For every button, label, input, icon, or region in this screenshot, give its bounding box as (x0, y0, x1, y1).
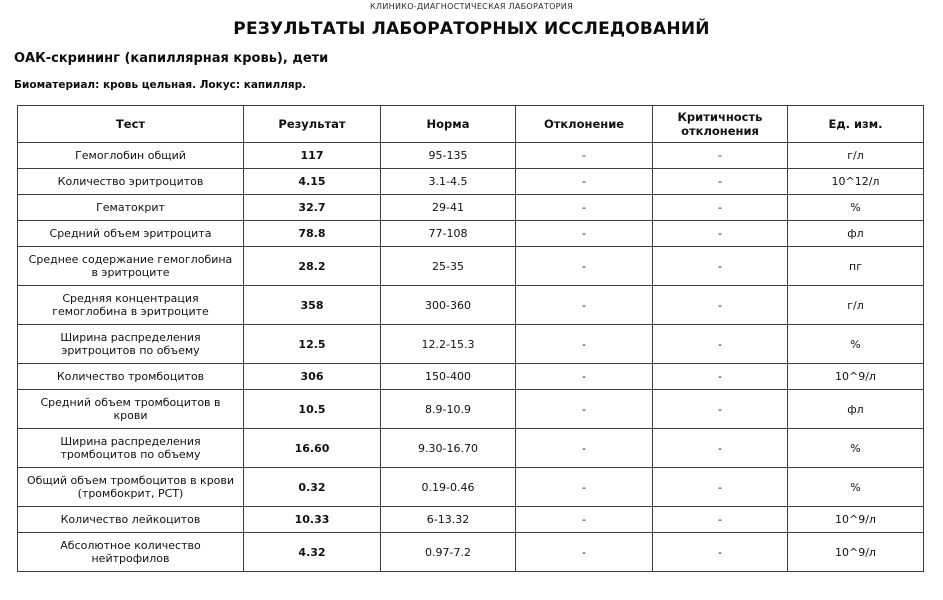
unit-value: 10^9/л (788, 507, 924, 533)
result-value: 10.33 (244, 507, 381, 533)
norm-range: 29-41 (381, 195, 516, 221)
criticality-value: - (653, 390, 788, 429)
norm-range: 300-360 (381, 286, 516, 325)
test-name: Ширина распределения тромбоцитов по объему (18, 429, 244, 468)
page-title: РЕЗУЛЬТАТЫ ЛАБОРАТОРНЫХ ИССЛЕДОВАНИЙ (233, 19, 710, 39)
result-value: 32.7 (244, 195, 381, 221)
unit-value: г/л (788, 143, 924, 169)
result-value: 16.60 (244, 429, 381, 468)
criticality-value: - (653, 286, 788, 325)
table-row (18, 286, 924, 325)
criticality-value: - (653, 507, 788, 533)
norm-range: 77-108 (381, 221, 516, 247)
unit-value: пг (788, 247, 924, 286)
table-row (18, 364, 924, 390)
table-row (18, 390, 924, 429)
norm-range: 6-13.32 (381, 507, 516, 533)
result-value: 4.32 (244, 533, 381, 572)
norm-range: 0.19-0.46 (381, 468, 516, 507)
deviation-value: - (516, 247, 653, 286)
lab-name-header: КЛИНИКО-ДИАГНОСТИЧЕСКАЯ ЛАБОРАТОРИЯ (370, 2, 573, 11)
column-header-criticality: Критичность отклонения (653, 106, 788, 143)
test-name: Средний объем эритроцита (18, 221, 244, 247)
criticality-value: - (653, 364, 788, 390)
norm-range: 8.9-10.9 (381, 390, 516, 429)
result-value: 117 (244, 143, 381, 169)
table-row (18, 468, 924, 507)
unit-value: г/л (788, 286, 924, 325)
column-header-norm: Норма (381, 106, 516, 143)
results-table (17, 105, 924, 572)
test-name: Количество лейкоцитов (18, 507, 244, 533)
test-name: Абсолютное количество нейтрофилов (18, 533, 244, 572)
panel-name: ОАК-скрининг (капиллярная кровь), дети (14, 51, 329, 66)
deviation-value: - (516, 533, 653, 572)
deviation-value: - (516, 169, 653, 195)
table-row (18, 247, 924, 286)
criticality-value: - (653, 468, 788, 507)
column-header-result: Результат (244, 106, 381, 143)
criticality-value: - (653, 429, 788, 468)
norm-range: 12.2-15.3 (381, 325, 516, 364)
norm-range: 9.30-16.70 (381, 429, 516, 468)
deviation-value: - (516, 507, 653, 533)
result-value: 78.8 (244, 221, 381, 247)
norm-range: 3.1-4.5 (381, 169, 516, 195)
result-value: 4.15 (244, 169, 381, 195)
result-value: 0.32 (244, 468, 381, 507)
table-row (18, 221, 924, 247)
table-row (18, 143, 924, 169)
test-name: Общий объем тромбоцитов в крови (тромбокрит, PCT) (18, 468, 244, 507)
norm-range: 95-135 (381, 143, 516, 169)
deviation-value: - (516, 286, 653, 325)
test-name: Количество эритроцитов (18, 169, 244, 195)
criticality-value: - (653, 247, 788, 286)
test-name: Ширина распределения эритроцитов по объему (18, 325, 244, 364)
criticality-value: - (653, 533, 788, 572)
deviation-value: - (516, 195, 653, 221)
table-header-row (18, 106, 924, 143)
test-name: Средняя концентрация гемоглобина в эритроците (18, 286, 244, 325)
norm-range: 150-400 (381, 364, 516, 390)
table-row (18, 325, 924, 364)
deviation-value: - (516, 429, 653, 468)
norm-range: 25-35 (381, 247, 516, 286)
deviation-value: - (516, 221, 653, 247)
criticality-value: - (653, 195, 788, 221)
column-header-test: Тест (18, 106, 244, 143)
criticality-value: - (653, 169, 788, 195)
test-name: Средний объем тромбоцитов в крови (18, 390, 244, 429)
unit-value: фл (788, 390, 924, 429)
result-value: 28.2 (244, 247, 381, 286)
criticality-value: - (653, 143, 788, 169)
result-value: 306 (244, 364, 381, 390)
unit-value: 10^9/л (788, 533, 924, 572)
unit-value: 10^12/л (788, 169, 924, 195)
test-name: Количество тромбоцитов (18, 364, 244, 390)
unit-value: 10^9/л (788, 364, 924, 390)
table-row (18, 533, 924, 572)
deviation-value: - (516, 325, 653, 364)
criticality-value: - (653, 221, 788, 247)
unit-value: % (788, 468, 924, 507)
norm-range: 0.97-7.2 (381, 533, 516, 572)
unit-value: % (788, 429, 924, 468)
deviation-value: - (516, 468, 653, 507)
test-name: Гематокрит (18, 195, 244, 221)
test-name: Гемоглобин общий (18, 143, 244, 169)
criticality-value: - (653, 325, 788, 364)
result-value: 12.5 (244, 325, 381, 364)
table-row (18, 507, 924, 533)
table-row (18, 195, 924, 221)
deviation-value: - (516, 364, 653, 390)
table-row (18, 169, 924, 195)
result-value: 358 (244, 286, 381, 325)
column-header-deviation: Отклонение (516, 106, 653, 143)
test-name: Среднее содержание гемоглобина в эритроците (18, 247, 244, 286)
result-value: 10.5 (244, 390, 381, 429)
deviation-value: - (516, 390, 653, 429)
unit-value: фл (788, 221, 924, 247)
unit-value: % (788, 325, 924, 364)
deviation-value: - (516, 143, 653, 169)
unit-value: % (788, 195, 924, 221)
column-header-unit: Ед. изм. (788, 106, 924, 143)
biomaterial-note: Биоматериал: кровь цельная. Локус: капилляр. (14, 79, 307, 91)
table-row (18, 429, 924, 468)
